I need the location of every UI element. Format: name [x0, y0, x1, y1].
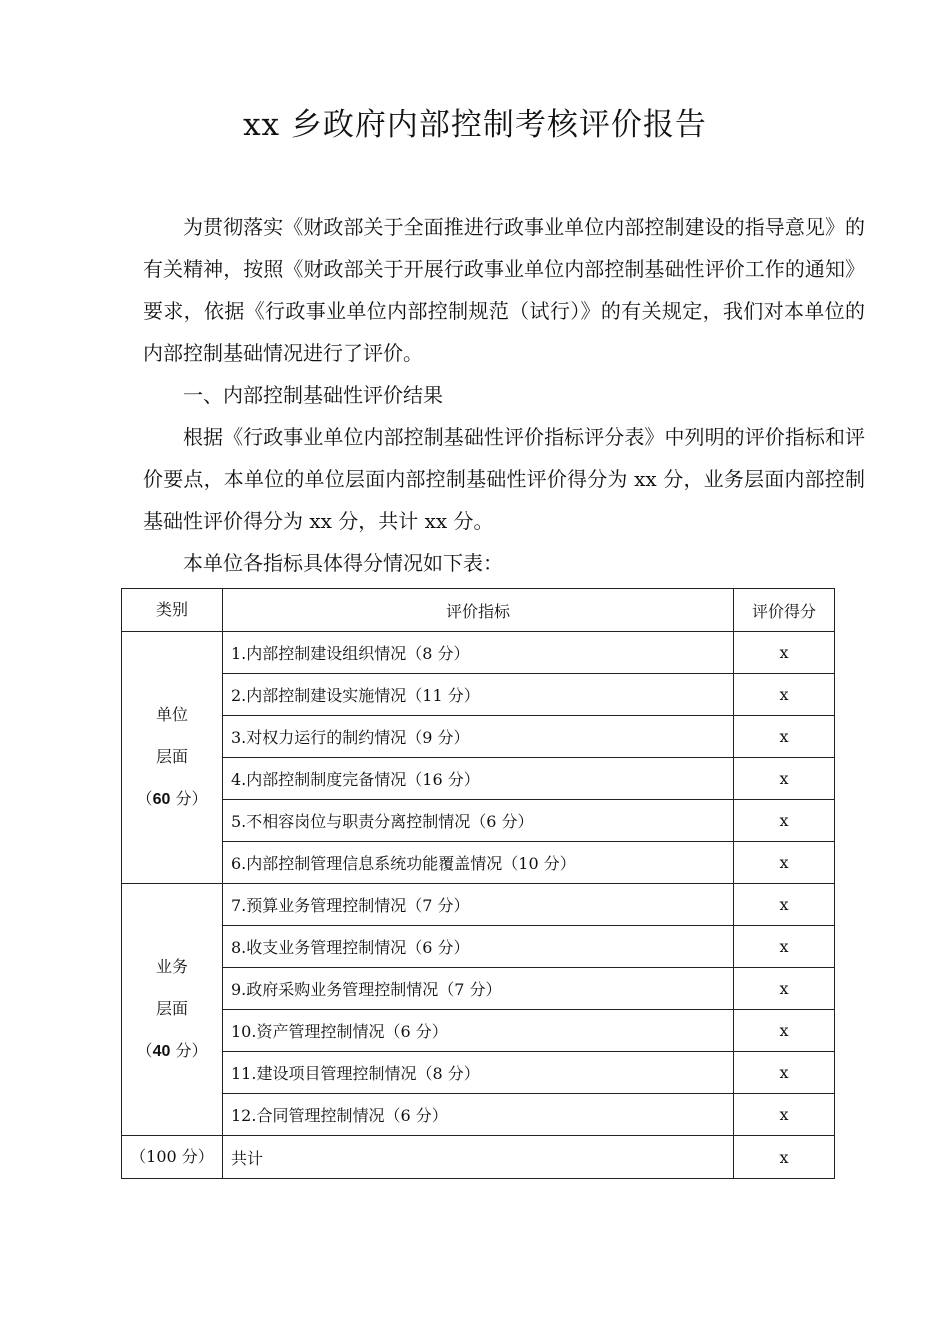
document-body — [143, 206, 865, 584]
indicator-cell: 2.内部控制建设实施情况（11 分） — [223, 674, 734, 716]
score-cell: x — [734, 632, 835, 674]
score-cell: x — [734, 716, 835, 758]
table-row — [122, 632, 835, 674]
total-label: 共计 — [223, 1136, 734, 1179]
indicator-cell: 5.不相容岗位与职责分离控制情况（6 分） — [223, 800, 734, 842]
table-row — [122, 716, 835, 758]
header-indicator: 评价指标 — [223, 589, 734, 632]
category-label: 层面 — [155, 999, 188, 1018]
category-label: 单位 — [155, 705, 188, 724]
indicator-cell: 3.对权力运行的制约情况（9 分） — [223, 716, 734, 758]
score-cell: x — [734, 1052, 835, 1094]
table-row — [122, 968, 835, 1010]
indicator-cell: 7.预算业务管理控制情况（7 分） — [223, 884, 734, 926]
category-points: （40 分） — [136, 1041, 208, 1060]
category-label: 业务 — [155, 957, 188, 976]
header-category: 类别 — [122, 589, 223, 632]
section-heading: 一、内部控制基础性评价结果 — [183, 383, 443, 407]
category-business-level — [122, 884, 223, 1136]
indicator-cell: 10.资产管理控制情况（6 分） — [223, 1010, 734, 1052]
category-points: （60 分） — [136, 789, 208, 808]
category-label: 层面 — [155, 747, 188, 766]
header-score: 评价得分 — [734, 589, 835, 632]
indicator-cell: 6.内部控制管理信息系统功能覆盖情况（10 分） — [223, 842, 734, 884]
score-cell: x — [734, 842, 835, 884]
table-row — [122, 758, 835, 800]
indicator-cell: 4.内部控制制度完备情况（16 分） — [223, 758, 734, 800]
table-row — [122, 842, 835, 884]
score-table — [121, 588, 835, 1179]
table-row — [122, 1094, 835, 1136]
table-row — [122, 800, 835, 842]
table-intro: 本单位各指标具体得分情况如下表： — [183, 551, 503, 575]
table-total-row — [122, 1136, 835, 1179]
score-cell: x — [734, 884, 835, 926]
table-row — [122, 926, 835, 968]
table-row — [122, 674, 835, 716]
table-row — [122, 1052, 835, 1094]
indicator-cell: 9.政府采购业务管理控制情况（7 分） — [223, 968, 734, 1010]
table-row — [122, 884, 835, 926]
table-row — [122, 1010, 835, 1052]
score-cell: x — [734, 800, 835, 842]
score-cell: x — [734, 1094, 835, 1136]
table-header-row — [122, 589, 835, 632]
total-score: x — [734, 1136, 835, 1179]
score-cell: x — [734, 1010, 835, 1052]
score-cell: x — [734, 674, 835, 716]
intro-paragraph: 为贯彻落实《财政部关于全面推进行政事业单位内部控制建设的指导意见》的有关精神，按照《财政部关于开展行政事业单位内部控制基础性评价工作的通知》要求，依据《行政事业单位内部控制规范（试行）》的有关规定，我们对本单位的内部控制基础情况进行了评价。 — [143, 215, 865, 365]
indicator-cell: 1.内部控制建设组织情况（8 分） — [223, 632, 734, 674]
indicator-cell: 11.建设项目管理控制情况（8 分） — [223, 1052, 734, 1094]
indicator-cell: 8.收支业务管理控制情况（6 分） — [223, 926, 734, 968]
result-paragraph: 根据《行政事业单位内部控制基础性评价指标评分表》中列明的评价指标和评价要点，本单位的单位层面内部控制基础性评价得分为 xx 分，业务层面内部控制基础性评价得分为 xx 分，共计 xx 分。 — [143, 425, 865, 533]
total-category: （100 分） — [122, 1136, 223, 1179]
indicator-cell: 12.合同管理控制情况（6 分） — [223, 1094, 734, 1136]
document-title: xx 乡政府内部控制考核评价报告 — [243, 107, 707, 143]
score-cell: x — [734, 926, 835, 968]
score-cell: x — [734, 968, 835, 1010]
score-cell: x — [734, 758, 835, 800]
category-unit-level — [122, 632, 223, 884]
